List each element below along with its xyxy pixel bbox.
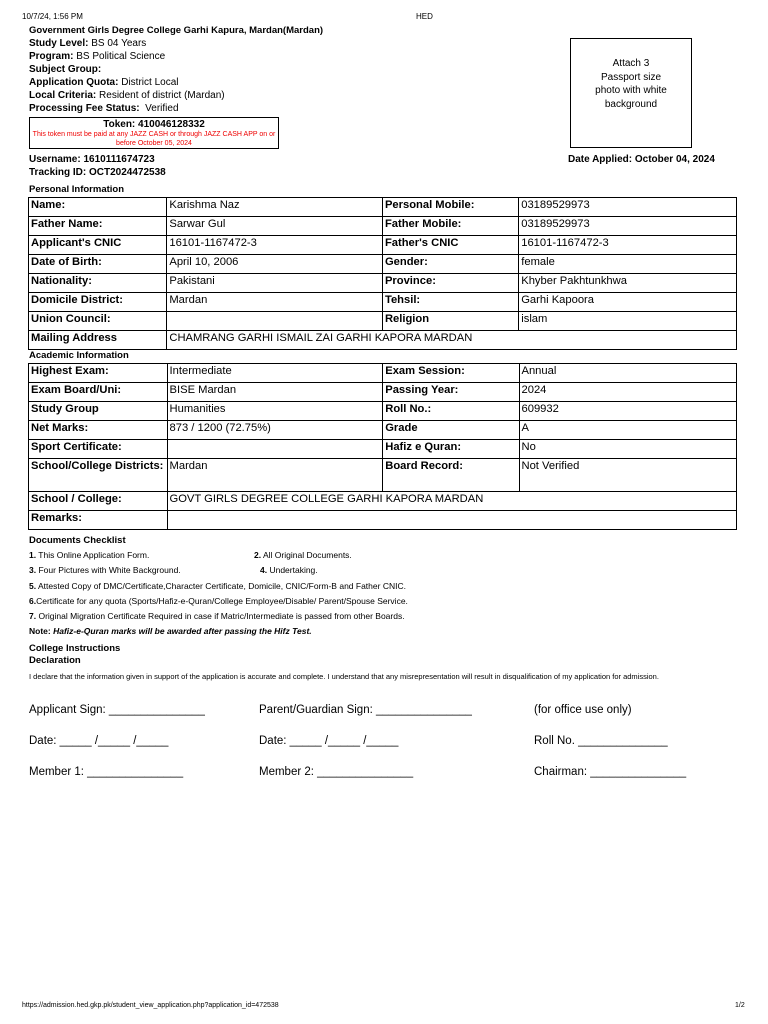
checklist-heading: Documents Checklist [29,535,126,546]
mailing-address: CHAMRANG GARHI ISMAIL ZAI GARHI KAPORA MARDAN [167,331,737,350]
date-line-parent: Date: _____ /_____ /_____ [259,735,399,747]
personal-info-table [28,197,737,350]
table-cell: Intermediate [167,364,383,383]
table-cell: 03189529973 [519,198,737,217]
checklist-item-4: 4. Undertaking. [260,565,318,575]
table-cell: Humanities [167,402,383,421]
table-row [29,459,737,492]
personal-info-heading: Personal Information [29,184,125,195]
roll-no-line: Roll No. ______________ [534,735,668,747]
table-cell: Applicant's CNIC [29,236,167,255]
table-cell: School/College Districts: [29,459,168,492]
table-cell: BISE Mardan [167,383,383,402]
table-cell: 609932 [519,402,737,421]
table-cell: Passing Year: [383,383,519,402]
checklist-item-2: 2. All Original Documents. [254,550,352,560]
table-cell: Study Group [29,402,168,421]
school-college: GOVT GIRLS DEGREE COLLEGE GARHI KAPORA MARDAN [167,492,736,511]
table-row [29,421,737,440]
table-cell: Annual [519,364,737,383]
token-box [29,117,279,149]
table-cell: Mardan [167,293,383,312]
table-cell: No [519,440,737,459]
table-cell: Net Marks: [29,421,168,440]
remarks [167,511,736,530]
table-cell: Sport Certificate: [29,440,168,459]
table-cell: Father Name: [29,217,167,236]
tracking-id: Tracking ID: OCT2024472538 [29,167,166,178]
college-name: Government Girls Degree College Garhi Kapura, Mardan(Mardan) [29,25,324,36]
academic-info-table [28,363,737,530]
study-level: Study Level: BS 04 Years [29,38,147,49]
table-cell: 16101-1167472-3 [167,236,383,255]
print-datetime: 10/7/24, 1:56 PM [22,12,83,21]
checklist-item-6: 6.Certificate for any quota (Sports/Hafiz-e-Quran/College Employee/Disable/ Parent/Spouse Service. [29,596,408,606]
table-row [29,511,737,530]
table-cell: Not Verified [519,459,737,492]
local-criteria: Local Criteria: Resident of district (Mardan) [29,90,225,101]
academic-info-heading: Academic Information [29,350,129,361]
table-cell: 2024 [519,383,737,402]
table-cell: Pakistani [167,274,383,293]
table-cell: 16101-1167472-3 [519,236,737,255]
table-cell: Board Record: [383,459,519,492]
table-row [29,293,737,312]
table-row [29,217,737,236]
table-row [29,331,737,350]
table-cell: 873 / 1200 (72.75%) [167,421,383,440]
token-number: Token: 410046128332 [103,119,205,130]
print-site-title: HED [416,12,433,21]
table-row [29,312,737,331]
table-cell: Sarwar Gul [167,217,383,236]
table-cell: Union Council: [29,312,167,331]
table-cell: Personal Mobile: [382,198,518,217]
table-cell [167,312,383,331]
table-row [29,492,737,511]
table-row [29,364,737,383]
application-summary [29,24,323,115]
table-cell: female [519,255,737,274]
date-line-applicant: Date: _____ /_____ /_____ [29,735,169,747]
member-2-line: Member 2: _______________ [259,766,414,778]
college-instructions-heading: College Instructions [29,643,121,654]
table-cell: Gender: [382,255,518,274]
table-row [29,198,737,217]
table-cell: Nationality: [29,274,167,293]
username: Username: 1610111674723 [29,154,155,165]
member-1-line: Member 1: _______________ [29,766,184,778]
table-cell: Father's CNIC [382,236,518,255]
token-payment-note: This token must be paid at any JAZZ CASH or through JAZZ CASH APP on or before October 05, 2024 [32,131,276,147]
table-cell: Religion [382,312,518,331]
table-cell: Roll No.: [383,402,519,421]
application-quota: Application Quota: District Local [29,77,179,88]
checklist-item-5: 5. Attested Copy of DMC/Certificate,Character Certificate, Domicile, CNIC/Form-B and Father CNIC. [29,581,406,591]
declaration-text: I declare that the information given in support of the application is accurate and complete. I understand that any misrepresentation will result in disqualification of my application for admission. [29,672,659,681]
table-cell [167,440,383,459]
program: Program: BS Political Science [29,51,166,62]
checklist-item-3: 3. Four Pictures with White Background. [29,565,181,575]
table-row [29,383,737,402]
table-row [29,236,737,255]
date-applied: Date Applied: October 04, 2024 [568,154,715,165]
subject-group: Subject Group: [29,64,102,75]
table-cell: 03189529973 [519,217,737,236]
table-cell: Father Mobile: [382,217,518,236]
declaration-heading: Declaration [29,655,81,666]
table-cell: Remarks: [29,511,168,530]
table-cell: Name: [29,198,167,217]
table-row [29,402,737,421]
office-use-label: (for office use only) [534,704,632,716]
checklist-note: Note: Hafiz-e-Quran marks will be awarded after passing the Hifz Test. [29,626,312,636]
page-number: 1/2 [735,1002,745,1009]
table-cell: Garhi Kapoora [519,293,737,312]
table-cell: School / College: [29,492,168,511]
checklist-item-1: 1. This Online Application Form. [29,550,150,560]
table-cell: islam [519,312,737,331]
table-cell: Province: [382,274,518,293]
parent-sign-line: Parent/Guardian Sign: _______________ [259,704,472,716]
table-cell: Date of Birth: [29,255,167,274]
processing-fee-status: Processing Fee Status: Verified [29,103,179,114]
table-cell: Hafiz e Quran: [383,440,519,459]
table-cell: Domicile District: [29,293,167,312]
table-cell: Highest Exam: [29,364,168,383]
table-cell: Mardan [167,459,383,492]
table-cell: April 10, 2006 [167,255,383,274]
photo-placeholder [570,38,692,148]
table-cell: Exam Session: [383,364,519,383]
table-cell: Exam Board/Uni: [29,383,168,402]
table-cell: Khyber Pakhtunkhwa [519,274,737,293]
table-cell: Grade [383,421,519,440]
table-row [29,440,737,459]
table-row [29,274,737,293]
chairman-line: Chairman: _______________ [534,766,687,778]
table-row [29,255,737,274]
checklist-item-7: 7. Original Migration Certificate Required in case if Matric/Intermediate is passed from other Boards. [29,611,405,621]
table-cell: Mailing Address [29,331,167,350]
applicant-sign-line: Applicant Sign: _______________ [29,704,205,716]
table-cell: Karishma Naz [167,198,383,217]
table-cell: Tehsil: [382,293,518,312]
table-cell: A [519,421,737,440]
photo-instructions: Attach 3 Passport size photo with white background [595,58,667,110]
page-url[interactable]: https://admission.hed.gkp.pk/student_view_application.php?application_id=472538 [22,1002,279,1009]
